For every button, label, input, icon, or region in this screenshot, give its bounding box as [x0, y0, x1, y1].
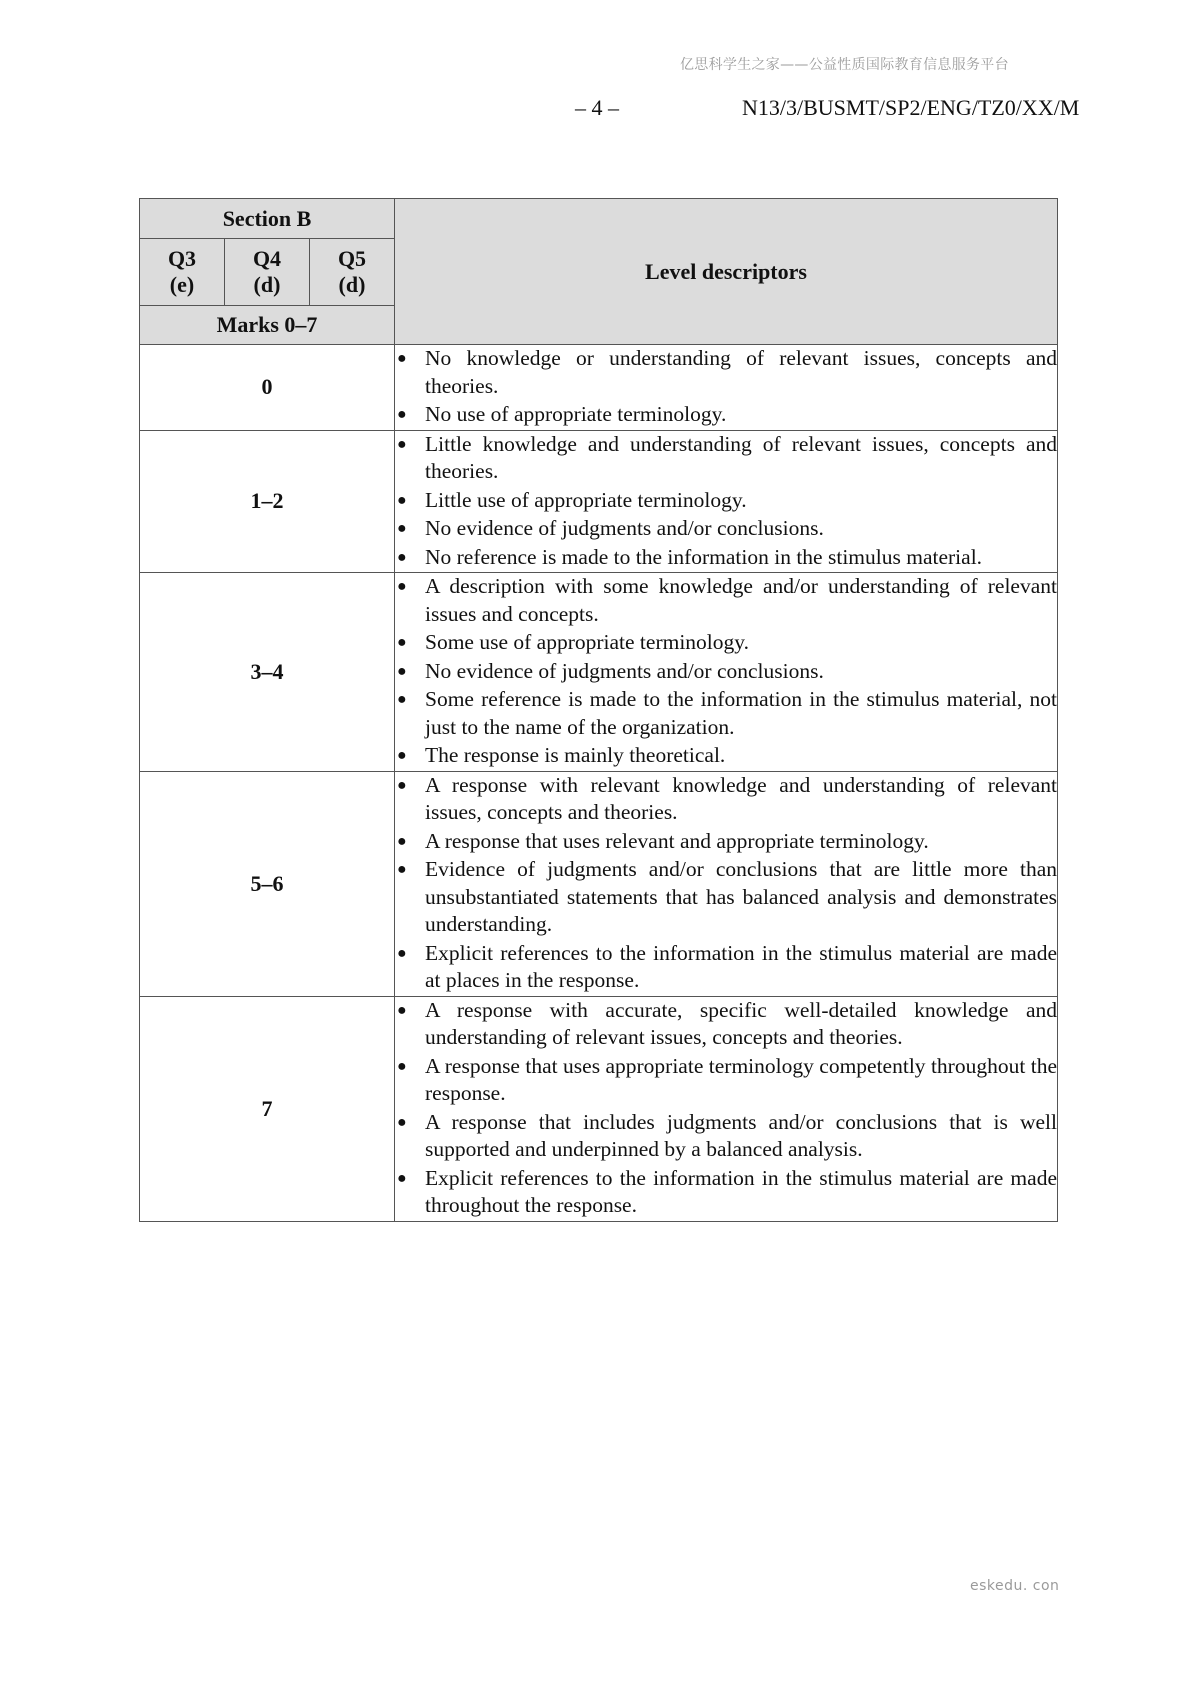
descriptor-list [395, 772, 1057, 995]
list-item [395, 1053, 1057, 1108]
descriptor-text: A response that uses relevant and appropriate terminology. [425, 828, 929, 853]
section-label: Section B [140, 199, 395, 239]
question-header-q3: Q3 (e) [140, 239, 225, 306]
descriptor-text: Little use of appropriate terminology. [425, 487, 747, 512]
table-row [140, 771, 1058, 996]
descriptor-text: The response is mainly theoretical. [425, 743, 726, 767]
descriptor-text: A response with relevant knowledge and understanding of relevant issues, concepts and theories. [425, 772, 1057, 824]
descriptor-cell [395, 996, 1058, 1221]
list-item [395, 940, 1057, 995]
page-number: – 4 – [575, 95, 619, 120]
mark-band: 3–4 [140, 573, 395, 772]
bullet-icon: ● [397, 578, 407, 595]
descriptor-text: Explicit references to the information in the stimulus material are made at places in the response. [425, 940, 1057, 992]
descriptor-cell [395, 573, 1058, 772]
descriptor-cell [395, 771, 1058, 996]
list-item [395, 431, 1057, 486]
list-item [395, 487, 1057, 515]
descriptor-text: No evidence of judgments and/or conclusions. [425, 516, 824, 540]
list-item [395, 1165, 1057, 1220]
bullet-icon: ● [397, 1113, 407, 1131]
list-item [395, 658, 1057, 686]
bullet-icon: ● [397, 491, 407, 509]
level-descriptor-table [139, 198, 1058, 1222]
descriptor-list [395, 573, 1057, 770]
list-item [395, 686, 1057, 741]
list-item [395, 629, 1057, 657]
list-item [395, 997, 1057, 1052]
list-item [395, 856, 1057, 939]
bullet-icon: ● [397, 861, 407, 878]
table-row [140, 345, 1058, 431]
bullet-icon: ● [397, 776, 407, 794]
descriptor-cell [395, 430, 1058, 573]
bullet-icon: ● [397, 406, 407, 423]
level-descriptors-header: Level descriptors [395, 199, 1058, 345]
list-item [395, 742, 1057, 770]
bullet-icon: ● [397, 747, 407, 764]
list-item [395, 345, 1057, 400]
footer-watermark: eskedu. con [970, 1578, 1060, 1594]
descriptor-text: A response that includes judgments and/or conclusions that is well supported and underpinned by a balanced analysis. [425, 1109, 1057, 1161]
bullet-icon: ● [397, 1169, 407, 1187]
bullet-icon: ● [397, 1057, 407, 1075]
descriptor-text: A response that uses appropriate terminology competently throughout the response. [425, 1053, 1057, 1105]
table-row [140, 996, 1058, 1221]
descriptor-text: A description with some knowledge and/or understanding of relevant issues and concepts. [425, 574, 1057, 626]
descriptor-text: No use of appropriate terminology. [425, 402, 727, 426]
descriptor-text: Some use of appropriate terminology. [425, 630, 750, 654]
list-item [395, 1109, 1057, 1164]
descriptor-text: No reference is made to the information in the stimulus material. [425, 544, 983, 569]
list-item [395, 573, 1057, 628]
bullet-icon: ● [397, 634, 407, 651]
descriptor-list [395, 345, 1057, 429]
descriptor-text: Little knowledge and understanding of relevant issues, concepts and theories. [425, 431, 1057, 483]
list-item [395, 828, 1057, 856]
document-code: N13/3/BUSMT/SP2/ENG/TZ0/XX/M [742, 95, 1080, 120]
table-row [140, 573, 1058, 772]
bullet-icon: ● [397, 435, 407, 453]
descriptor-text: Explicit references to the information in the stimulus material are made throughout the response. [425, 1165, 1057, 1217]
descriptor-text: A response with accurate, specific well-detailed knowledge and understanding of relevant issues, concepts and theories. [425, 997, 1057, 1049]
mark-band: 1–2 [140, 430, 395, 573]
bullet-icon: ● [397, 691, 407, 708]
header-watermark: 亿思科学生之家——公益性质国际教育信息服务平台 [680, 57, 1009, 73]
list-item [395, 772, 1057, 827]
question-header-q4: Q4 (d) [225, 239, 310, 306]
descriptor-list [395, 431, 1057, 572]
descriptor-cell [395, 345, 1058, 431]
mark-band: 5–6 [140, 771, 395, 996]
bullet-icon: ● [397, 520, 407, 537]
descriptor-text: No evidence of judgments and/or conclusions. [425, 658, 824, 683]
list-item [395, 515, 1057, 543]
mark-band: 0 [140, 345, 395, 431]
question-header-q5: Q5 (d) [310, 239, 395, 306]
marks-range-label: Marks 0–7 [140, 306, 395, 345]
descriptor-list [395, 997, 1057, 1220]
table-row [140, 430, 1058, 573]
bullet-icon: ● [397, 832, 407, 850]
bullet-icon: ● [397, 1001, 407, 1019]
bullet-icon: ● [397, 662, 407, 680]
bullet-icon: ● [397, 350, 407, 367]
list-item [395, 401, 1057, 429]
descriptor-text: Evidence of judgments and/or conclusions that are little more than unsubstantiated statements that has balanced analysis and demonstrates understanding. [425, 857, 1057, 936]
list-item [395, 544, 1057, 572]
descriptor-text: Some reference is made to the information in the stimulus material, not just to the name of the organization. [425, 687, 1057, 739]
bullet-icon: ● [397, 548, 407, 566]
mark-band: 7 [140, 996, 395, 1221]
bullet-icon: ● [397, 944, 407, 962]
descriptor-text: No knowledge or understanding of relevant issues, concepts and theories. [425, 346, 1057, 398]
